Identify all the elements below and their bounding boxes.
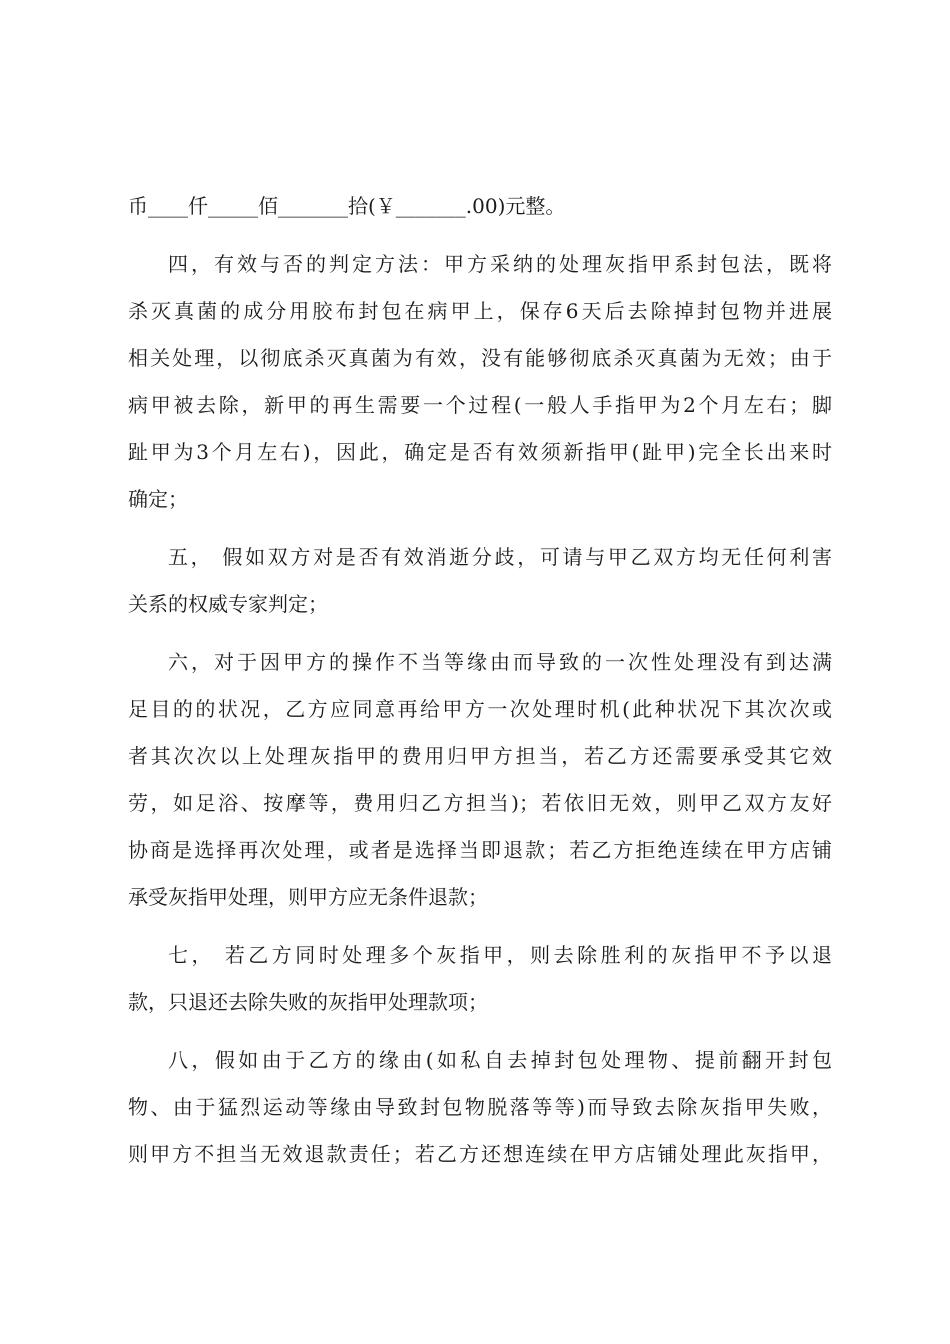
- text-line: 关系的权威专家判定；: [128, 592, 328, 616]
- text-line: 四，有效与否的判定方法：甲方采纳的处理灰指甲系封包法，既将: [168, 252, 832, 276]
- text-line: 病甲被去除，新甲的再生需要一个过程(一般人手指甲为2个月左右；脚: [128, 393, 832, 417]
- text-line: 杀灭真菌的成分用胶布封包在病甲上，保存6天后去除掉封包物并进展: [128, 299, 832, 323]
- text-line: 八，假如由于乙方的缘由(如私自去掉封包处理物、提前翻开封包: [168, 1048, 832, 1072]
- text-line: 确定；: [128, 487, 188, 511]
- text-line: 者其次次以上处理灰指甲的费用归甲方担当，若乙方还需要承受其它效: [128, 744, 832, 768]
- text-line: 六，对于因甲方的操作不当等缘由而导致的一次性处理没有到达满: [168, 650, 832, 674]
- paragraph-clause-8: [128, 1037, 832, 1178]
- paragraph-clause-5: [128, 534, 832, 628]
- document-body: [128, 183, 832, 1189]
- paragraph-clause-7: [128, 932, 832, 1026]
- text-line: 则甲方不担当无效退款责任；若乙方还想连续在甲方店铺处理此灰指甲，: [128, 1142, 832, 1166]
- text-line: 相关处理，以彻底杀灭真菌为有效，没有能够彻底杀灭真菌为无效；由于: [128, 346, 832, 370]
- paragraph-clause-6: [128, 639, 832, 921]
- text-line: 款，只退还去除失败的灰指甲处理款项；: [128, 990, 488, 1014]
- text-line: 承受灰指甲处理，则甲方应无条件退款；: [128, 885, 488, 909]
- text-line: 劳，如足浴、按摩等，费用归乙方担当)；若依旧无效，则甲乙双方友好: [128, 791, 832, 815]
- text-line: 物、由于猛烈运动等缘由导致封包物脱落等等)而导致去除灰指甲失败，: [128, 1095, 832, 1119]
- text-line: 五， 假如双方对是否有效消逝分歧，可请与甲乙双方均无任何利害: [168, 545, 832, 569]
- paragraph-clause-4: [128, 241, 832, 523]
- text-line: 足目的的状况，乙方应同意再给甲方一次处理时机(此种状况下其次次或: [128, 697, 832, 721]
- text-line: 趾甲为3个月左右)，因此，确定是否有效须新指甲(趾甲)完全长出来时: [128, 440, 832, 464]
- paragraph-amount: [128, 183, 832, 230]
- text-line: 协商是选择再次处理，或者是选择当即退款；若乙方拒绝连续在甲方店铺: [128, 838, 832, 862]
- text-line: 币____仟_____佰_______拾(￥_______.00)元整。: [128, 194, 566, 218]
- text-line: 七， 若乙方同时处理多个灰指甲，则去除胜利的灰指甲不予以退: [168, 943, 832, 967]
